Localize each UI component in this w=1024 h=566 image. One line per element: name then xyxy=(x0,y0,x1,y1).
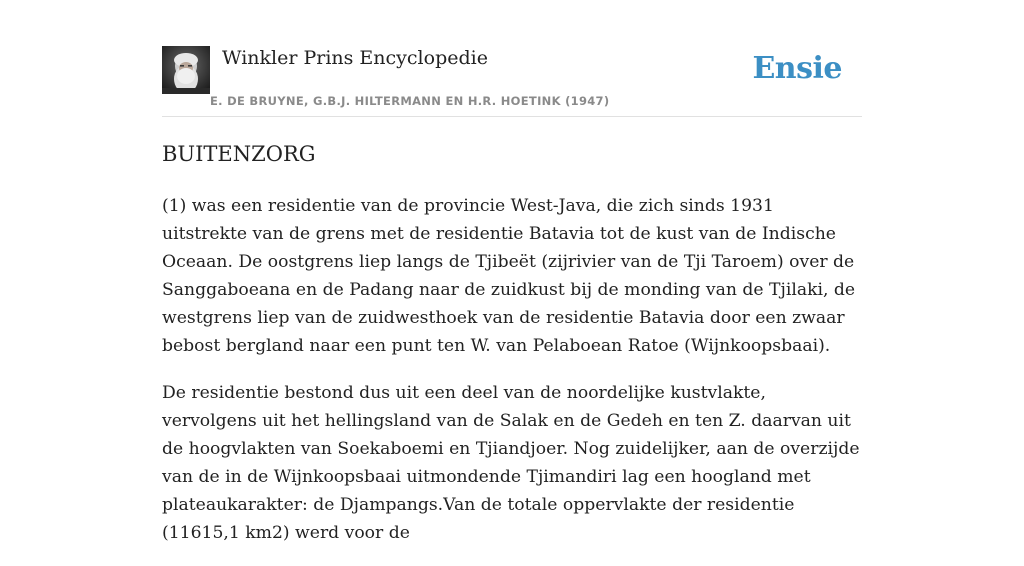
paragraph: De residentie bestond dus uit een deel van de noordelijke kustvlakte, vervolgens uit het hellingsland van de Salak en de Gedeh en ten Z. daarvan uit de hoogvlakten van Soekaboemi en Tjiandjoer. Nog zuidelijker, aan de overzijde van de in de Wijnkoopsbaai uitmondende Tjimandiri lag een hoogland met plateaukarakter: de Djampangs.Van de totale oppervlakte der residentie (11615,1 km2) werd voor de xyxy=(162,383,860,543)
encyclopedia-title[interactable]: Winkler Prins Encyclopedie xyxy=(222,47,488,69)
article-body xyxy=(162,192,862,566)
ensie-logo[interactable]: Ensie xyxy=(752,51,842,86)
page xyxy=(162,0,862,543)
portrait-avatar-icon xyxy=(162,46,210,94)
article-title: BUITENZORG xyxy=(162,142,316,166)
header xyxy=(162,46,862,117)
paragraph: (1) was een residentie van de provincie West-Java, die zich sinds 1931 uitstrekte van de grens met de residentie Batavia tot de kust van de Indische Oceaan. De oostgrens liep langs de Tjibeët (zijrivier van de Tji Taroem) over de Sanggaboeana en de Padang naar de zuidkust bij de monding van de Tjilaki, de westgrens liep van de zuidwesthoek van de residentie Batavia door een zwaar bebost bergland naar een punt ten W. van Pelaboean Ratoe (Wijnkoopsbaai). xyxy=(162,196,856,356)
author-avatar[interactable] xyxy=(162,46,210,94)
authors-line: E. DE BRUYNE, G.B.J. HILTERMANN EN H.R. HOETINK (1947) xyxy=(210,94,610,108)
